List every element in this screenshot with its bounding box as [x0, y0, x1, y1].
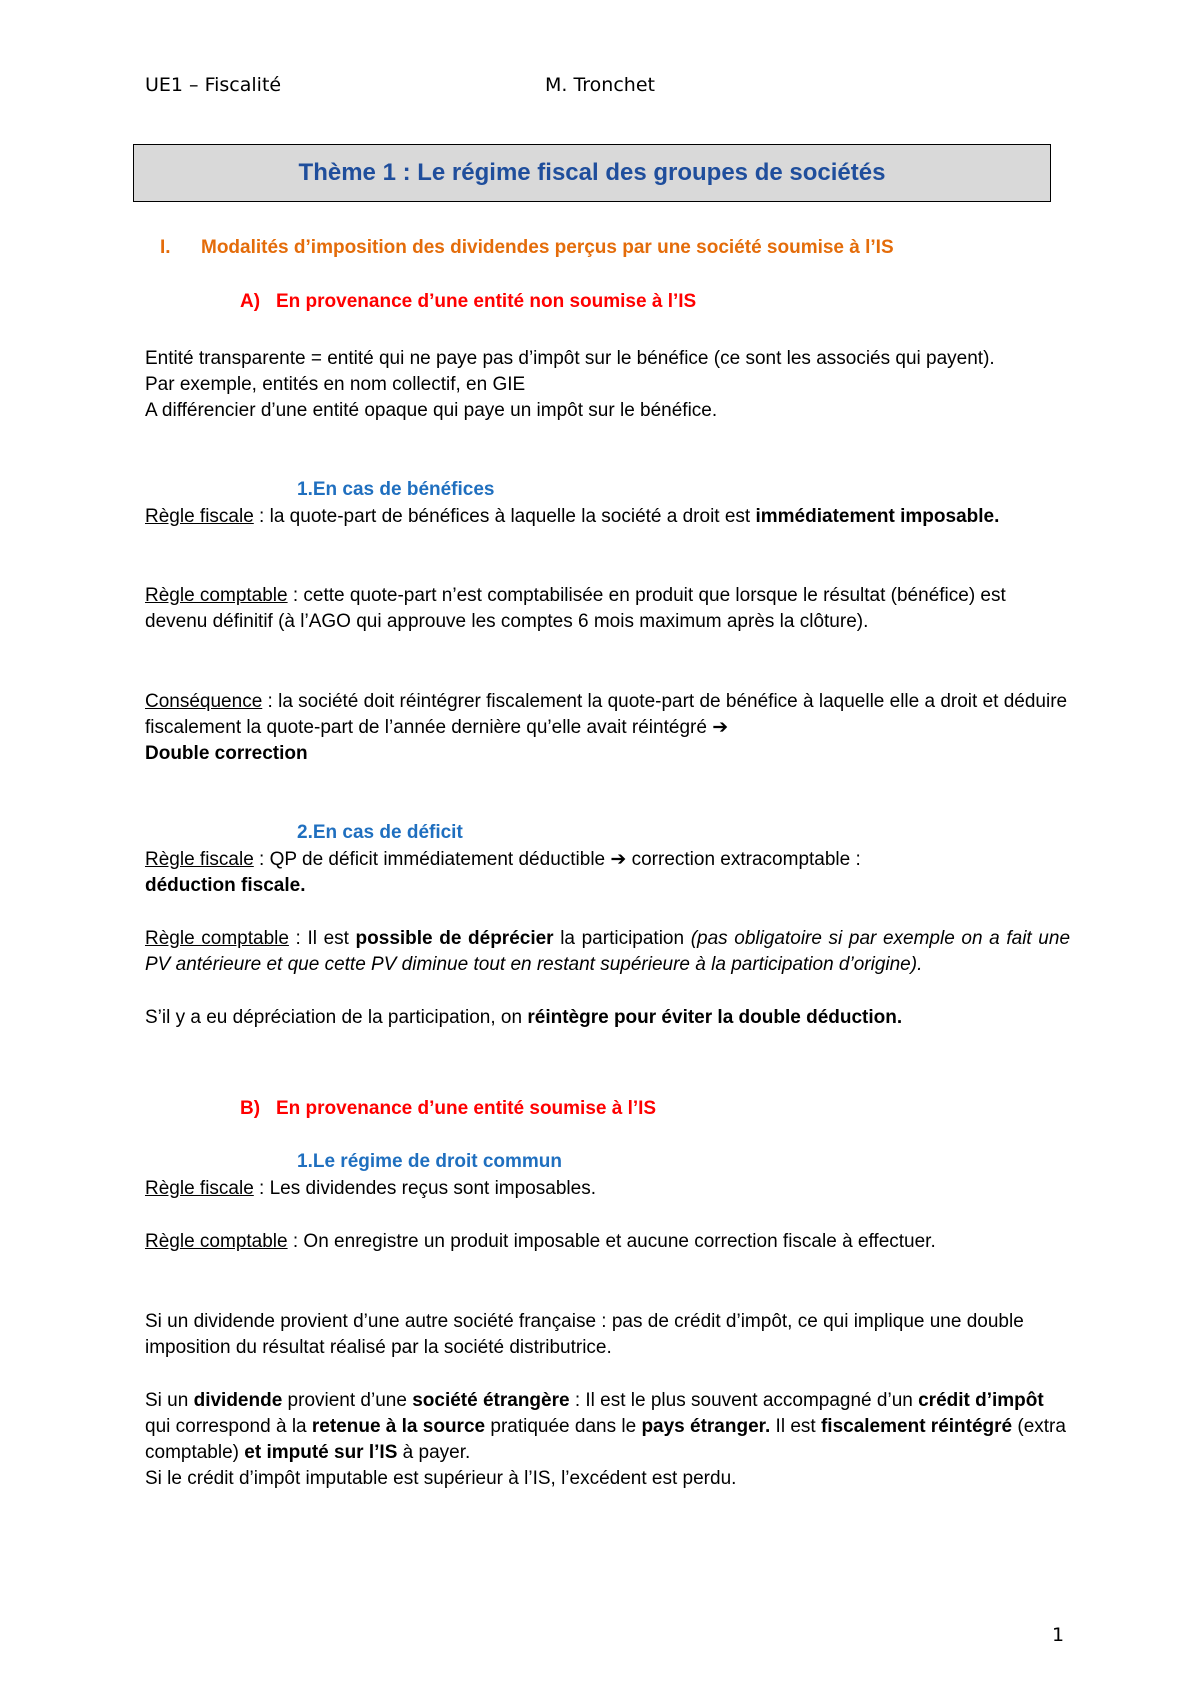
subsection-a-title: En provenance d’une entité non soumise à l’IS: [276, 291, 697, 312]
a1-consequence-text: : la société doit réintégrer fiscalement la quote-part de bénéfice à laquelle elle a droit et déduire fiscalement la quote-part de l’année dernière qu’elle avait réintégré: [145, 691, 1068, 738]
a1-consequence: [145, 689, 1070, 767]
arrow-icon: ➔: [712, 717, 729, 738]
b1-etr-text-1: Si un: [145, 1390, 194, 1411]
b1-etr-bold-6: fiscalement réintégré: [820, 1416, 1013, 1437]
a2-regle-comptable-italic: (pas obligatoire si par exemple on a fait une PV antérieure et que cette PV diminue tout en restant supérieure à la participation d’origine).: [145, 928, 1071, 975]
a2-depreciation: [145, 1005, 1070, 1031]
title-box: [133, 144, 1051, 202]
b1-etrangere-paragraph: [145, 1388, 1070, 1492]
b1-etr-text-3: : Il est le plus souvent accompagné d’un: [569, 1390, 919, 1411]
header-course: UE1 – Fiscalité: [145, 74, 282, 96]
a1-consequence-label: Conséquence: [145, 691, 263, 712]
b1-etr-text-6: Il est: [770, 1416, 821, 1437]
b1-etr-text-2: provient d’une: [282, 1390, 413, 1411]
a2-regle-comptable-label: Règle comptable: [145, 928, 289, 949]
a2-depreciation-text: S’il y a eu dépréciation de la participation, on: [145, 1007, 528, 1028]
intro-line-2: Par exemple, entités en nom collectif, en GIE: [145, 374, 526, 395]
b1-regle-fiscale-text: : Les dividendes reçus sont imposables.: [253, 1178, 596, 1199]
b1-regle-comptable-text: : On enregistre un produit imposable et aucune correction fiscale à effectuer.: [287, 1231, 936, 1252]
intro-line-1: Entité transparente = entité qui ne paye pas d’impôt sur le bénéfice (ce sont les associés qui payent).: [145, 348, 995, 369]
a1-regle-fiscale: [145, 504, 1070, 530]
b1-etr-bold-3: crédit d’impôt: [918, 1390, 1044, 1411]
a2-heading: 2.En cas de déficit: [297, 822, 463, 843]
b1-francaise-paragraph: [145, 1309, 1070, 1361]
b1-etr-bold-7: et imputé sur l’IS: [244, 1442, 398, 1463]
b1-francaise-text: Si un dividende provient d’une autre société française : pas de crédit d’impôt, ce qui implique une double imposition du résultat réalisé par la société distributrice.: [145, 1311, 1024, 1358]
b1-etr-text-7: (extra comptable): [145, 1416, 1066, 1463]
a1-regle-comptable-label: Règle comptable: [145, 585, 288, 606]
section-i-title: Modalités d’imposition des dividendes perçus par une société soumise à l’IS: [201, 237, 894, 258]
intro-paragraph: [145, 346, 1070, 424]
a1-consequence-bold: Double correction: [145, 743, 308, 764]
b1-etr-text-5: pratiquée dans le: [485, 1416, 642, 1437]
b1-etr-bold-2: société étrangère: [412, 1390, 570, 1411]
a2-regle-fiscale-label: Règle fiscale: [145, 849, 254, 870]
b1-excedent-text: Si le crédit d’impôt imputable est supérieur à l’IS, l’excédent est perdu.: [145, 1468, 737, 1489]
subsection-a-number: A): [240, 291, 261, 312]
arrow-icon: ➔: [610, 849, 627, 870]
b1-regle-fiscale: [145, 1176, 1070, 1202]
b1-regle-comptable-label: Règle comptable: [145, 1231, 288, 1252]
b1-heading: 1.Le régime de droit commun: [297, 1151, 562, 1172]
a1-regle-comptable: [145, 583, 1070, 635]
a2-regle-comptable-text2: la participation: [553, 928, 691, 949]
b1-etr-text-8: à payer.: [397, 1442, 471, 1463]
section-i-number: I.: [160, 237, 171, 258]
b1-etr-bold-5: pays étranger.: [641, 1416, 771, 1437]
b1-etr-bold-1: dividende: [193, 1390, 283, 1411]
b1-regle-comptable: [145, 1229, 1070, 1255]
a2-regle-fiscale-text: : QP de déficit immédiatement déductible: [253, 849, 611, 870]
a1-regle-fiscale-label: Règle fiscale: [145, 506, 254, 527]
subsection-b-title: En provenance d’une entité soumise à l’IS: [276, 1098, 657, 1119]
subsection-b-heading: [240, 1098, 656, 1120]
page-number: 1: [1052, 1624, 1065, 1646]
subsection-a-heading: [240, 291, 696, 313]
a2-regle-comptable-bold: possible de déprécier: [355, 928, 554, 949]
page-title: Thème 1 : Le régime fiscal des groupes de sociétés: [298, 159, 886, 186]
a1-heading: 1.En cas de bénéfices: [297, 479, 495, 500]
a2-regle-fiscale-text2: correction extracomptable :: [626, 849, 861, 870]
section-i-heading: [160, 237, 894, 259]
a1-regle-fiscale-bold: immédiatement imposable.: [755, 506, 1000, 527]
header-author: M. Tronchet: [545, 74, 655, 96]
a2-regle-fiscale-bold: déduction fiscale.: [145, 875, 306, 896]
a1-regle-fiscale-text: : la quote-part de bénéfices à laquelle la société a droit est: [253, 506, 756, 527]
b1-etr-text-4: qui correspond à la: [145, 1416, 312, 1437]
b1-regle-fiscale-label: Règle fiscale: [145, 1178, 254, 1199]
a2-depreciation-bold: réintègre pour éviter la double déduction.: [527, 1007, 903, 1028]
subsection-b-number: B): [240, 1098, 261, 1119]
a2-regle-comptable-text1: : Il est: [288, 928, 356, 949]
b1-etr-bold-4: retenue à la source: [311, 1416, 486, 1437]
a1-regle-comptable-text: : cette quote-part n’est comptabilisée en produit que lorsque le résultat (bénéfice) est devenu définitif (à l’AGO qui approuve les comptes 6 mois maximum après la clôture).: [145, 585, 1006, 632]
a2-regle-fiscale: [145, 847, 1070, 899]
intro-line-3: A différencier d’une entité opaque qui paye un impôt sur le bénéfice.: [145, 400, 718, 421]
a2-regle-comptable: [145, 926, 1070, 978]
